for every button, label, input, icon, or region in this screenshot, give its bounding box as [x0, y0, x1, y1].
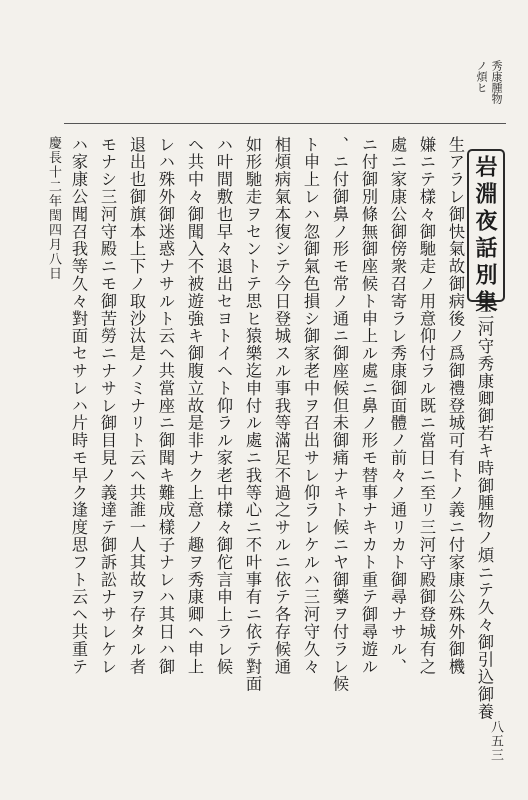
date-line: 慶長十二年閏四月八日 [46, 136, 61, 281]
text-line-7: ト申上レハ忽御氣色損シ御家老中ヲ召出サレ仰ラレケルハ三河守久々 [301, 136, 320, 676]
page-title: 岩淵夜話別集 [472, 155, 498, 317]
running-head-col-1: 秀康腫物 [490, 60, 503, 104]
text-line-10: ハ叶間敷也早々退出セヨトイヘト仰ラル家老中樣々御佗言申上ラレ候 [214, 136, 233, 676]
header-rule [64, 123, 506, 124]
text-line-1: 三河守秀康卿御若キ時御腫物ノ煩ニテ久々御引込御養 [475, 303, 494, 721]
text-line-2: 生アラレ御快氣故御病後ノ爲御禮登城可有トノ義ニ付家康公殊外御機 [446, 136, 465, 676]
text-line-3: 嫌ニテ樣々御馳走ノ用意仰付ラル既ニ當日ニ至リ三河守殿御登城有之 [417, 136, 436, 676]
text-line-8: 相煩病氣本復シテ今日登城スル事我等滿足不過之サルニ依テ各存候通 [272, 136, 291, 676]
text-line-9: 如形馳走ヲセントテ思ヒ猿樂迄申付ル處ニ我等心ニ不叶事有ニ依テ對面 [243, 136, 262, 693]
text-line-5: ニ付御別條無御座候ト申上ル處ニ鼻ノ形モ替事ナキカト重テ御尋遊ル [359, 136, 378, 676]
text-line-15: ハ家康公聞召我等久々對面セサレハ片時モ早ク逢度思フト云ヘ共重テ [69, 136, 88, 676]
running-head-col-2: ノ煩ヒ [475, 60, 488, 93]
page-number: 八五三 [488, 720, 503, 762]
text-line-4: 處ニ家康公御傍衆召寄ラレ秀康御面體ノ前々ノ通リカト御尋ナサル、 [388, 136, 407, 676]
text-line-13: 退出也御旗本上下ノ取沙汰是ノミナリト云ヘ共誰一人其故ヲ存タル者 [127, 136, 146, 676]
text-line-12: レハ殊外御迷惑ナサルト云ヘ共當座ニ御聞キ難成樣子ナレハ其日ハ御 [156, 136, 175, 676]
text-line-14: モナシ三河守殿ニモ御苦勞ニナサレ御目見ノ義達テ御訴訟ナサレケレ [98, 136, 117, 676]
text-line-6: 、ニ付御鼻ノ形モ常ノ通ニ御座候但未御痛ナキト候ニヤ御藥ヲ付ラレ候 [330, 136, 349, 693]
text-line-11: ヘ共中々御聞入不被遊強キ御腹立故是非ナク上意ノ趣ヲ秀康卿ヘ申上 [185, 136, 204, 676]
